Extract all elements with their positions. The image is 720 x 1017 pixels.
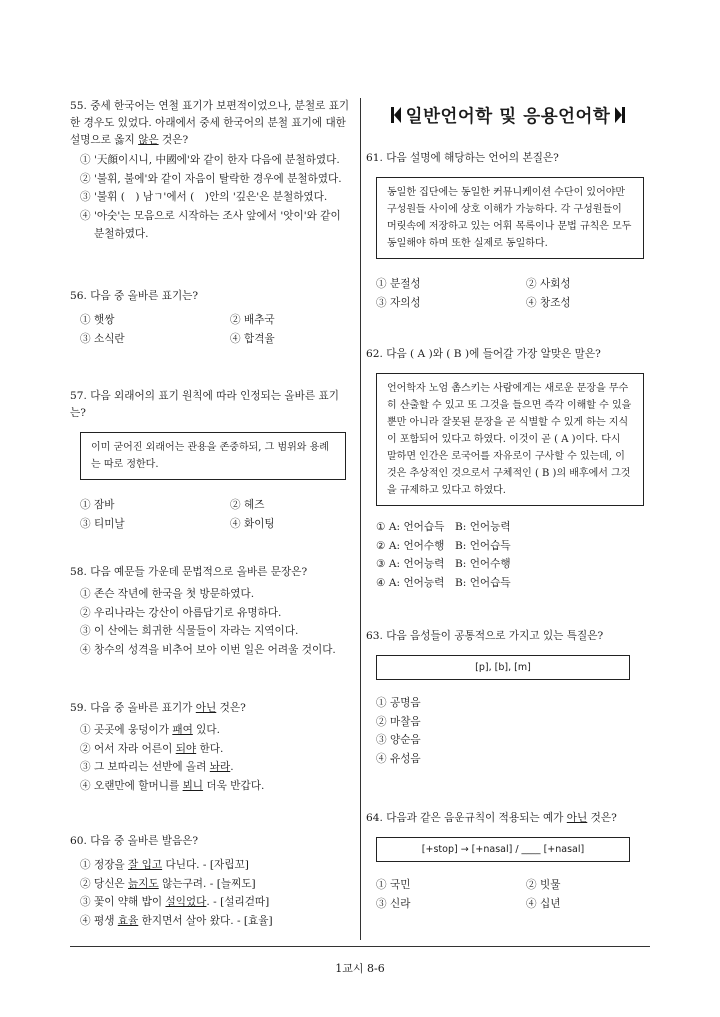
option-62-4[interactable]: ④ A: 언어능력 B: 언어습득 bbox=[376, 576, 511, 589]
section-title bbox=[366, 100, 650, 130]
question-63-box: [p], [b], [m] bbox=[376, 655, 630, 680]
option-58-4[interactable]: ④ 창수의 성격을 비추어 보아 이번 일은 어려울 것이다. bbox=[80, 643, 336, 656]
question-56-stem: 56. 다음 중 올바른 표기는? bbox=[70, 290, 199, 302]
option-60-1[interactable]: ① 정장을 잘 입고 다닌다. - [자립꼬] bbox=[80, 859, 249, 871]
question-62 bbox=[366, 346, 650, 592]
option-57-4[interactable]: ④ 화이팅 bbox=[230, 518, 275, 530]
question-59-stem: 59. 다음 중 올바른 표기가 아닌 것은? bbox=[70, 702, 246, 714]
question-58 bbox=[70, 564, 354, 659]
question-55-stem: 55. 중세 한국어는 연철 표기가 보편적이었으나, 분철로 표기한 경우도 있었다. 아래에서 중세 한국어의 분철 표기에 대한 설명으로 옳지 않은 것은? bbox=[70, 100, 350, 146]
option-62-1[interactable]: ① A: 언어습득 B: 언어능력 bbox=[376, 521, 511, 533]
question-63 bbox=[366, 628, 650, 768]
question-57-stem: 57. 다음 외래어의 표기 원칙에 따라 인정되는 올바른 표기는? bbox=[70, 390, 339, 419]
option-60-4[interactable]: ④ 평생 효율 한지면서 살아 왔다. - [효율] bbox=[80, 914, 273, 927]
option-56-4[interactable]: ④ 합격율 bbox=[230, 333, 275, 345]
option-57-3[interactable]: ③ 티미날 bbox=[80, 518, 125, 530]
option-58-2[interactable]: ② 우리나라는 강산이 아름답기로 유명하다. bbox=[80, 606, 282, 619]
option-63-2[interactable]: ② 마찰음 bbox=[376, 715, 421, 728]
option-64-3[interactable]: ③ 신라 bbox=[376, 898, 411, 910]
option-59-4[interactable]: ④ 오랜만에 할머니를 뵈니 더욱 반갑다. bbox=[80, 779, 265, 792]
option-57-2[interactable]: ② 헤즈 bbox=[230, 499, 265, 511]
option-62-3[interactable]: ③ A: 언어능력 B: 언어수행 bbox=[376, 558, 511, 570]
option-60-2[interactable]: ② 당신은 늙지도 않는구려. - [늘찌도] bbox=[80, 877, 256, 890]
option-55-3[interactable]: ③ '불휘 ( ) 남ㄱ'에서 ( )안의 '깊은'은 분철하였다. bbox=[80, 191, 328, 203]
option-64-1[interactable]: ① 국민 bbox=[376, 879, 411, 891]
option-63-4[interactable]: ④ 유성음 bbox=[376, 752, 421, 765]
option-56-3[interactable]: ③ 소식란 bbox=[80, 333, 125, 345]
question-61-box: 동일한 집단에는 동일한 커뮤니케이션 수단이 있어야만 구성원들 사이에 상호 이해가 가능하다. 각 구성원들이 머릿속에 저장하고 있는 어휘 목록이나 문법 규칙은 모두 동일해야 하며 또한 실제로 동일하다. bbox=[376, 177, 644, 259]
option-56-1[interactable]: ① 햇쌍 bbox=[80, 314, 115, 326]
question-60-stem: 60. 다음 중 올바른 발음은? bbox=[70, 835, 199, 847]
column-divider bbox=[360, 98, 361, 940]
option-59-1[interactable]: ① 곳곳에 웅덩이가 패여 있다. bbox=[80, 724, 221, 736]
option-61-1[interactable]: ① 분절성 bbox=[376, 278, 421, 290]
question-63-stem: 63. 다음 음성들이 공통적으로 가지고 있는 특질은? bbox=[366, 630, 604, 642]
section-title-text: 일반언어학 및 응용언어학 bbox=[405, 106, 611, 127]
option-55-2[interactable]: ② '불휘, 불에'와 같이 자음이 탈락한 경우에 분철하였다. bbox=[80, 172, 342, 185]
option-61-4[interactable]: ④ 창조성 bbox=[526, 297, 571, 309]
option-59-3[interactable]: ③ 그 보따리는 선반에 올려 놔라. bbox=[80, 761, 234, 773]
option-57-1[interactable]: ① 잠바 bbox=[80, 499, 115, 511]
question-58-stem: 58. 다음 예문들 가운데 문법적으로 올바른 문장은? bbox=[70, 566, 308, 578]
option-55-1[interactable]: ① '天顔이시니, 中國에'와 같이 한자 다음에 분철하였다. bbox=[80, 154, 340, 166]
question-64 bbox=[366, 810, 650, 914]
option-58-1[interactable]: ① 존슨 작년에 한국을 첫 방문하였다. bbox=[80, 588, 255, 600]
question-61-stem: 61. 다음 설명에 해당하는 언어의 본질은? bbox=[366, 152, 559, 164]
question-61 bbox=[366, 150, 650, 313]
option-61-3[interactable]: ③ 자의성 bbox=[376, 297, 421, 309]
question-64-box: [+stop] → [+nasal] / ____ [+nasal] bbox=[376, 837, 630, 862]
option-62-2[interactable]: ② A: 언어수행 B: 언어습득 bbox=[376, 539, 511, 552]
triangle-left-icon bbox=[394, 107, 401, 123]
option-58-3[interactable]: ③ 이 산에는 희귀한 식물들이 자라는 지역이다. bbox=[80, 625, 299, 637]
option-63-3[interactable]: ③ 양순음 bbox=[376, 734, 421, 746]
option-55-4[interactable]: ④ '아숫'는 모음으로 시작하는 조사 앞에서 '앗이'와 같이 bbox=[80, 209, 341, 222]
question-57-box: 이미 굳어진 외래어는 관용을 존중하되, 그 범위와 용례는 따로 정한다. bbox=[80, 432, 346, 480]
option-55-4-cont: 분철하였다. bbox=[94, 228, 149, 240]
option-61-2[interactable]: ② 사회성 bbox=[526, 278, 571, 290]
triangle-right-icon bbox=[615, 107, 622, 123]
option-64-2[interactable]: ② 빗물 bbox=[526, 879, 561, 891]
option-56-2[interactable]: ② 배추국 bbox=[230, 314, 275, 326]
question-62-box: 언어학자 노엄 촘스키는 사람에게는 새로운 문장을 무수히 산출할 수 있고 또 그것을 들으면 즉각 이해할 수 있을 뿐만 아니라 잘못된 문장을 곧 식별할 수 있게 하는 지식이 포함되어 있다고 하였다. 이것이 곧 ( A )이다. 다시 말하면 인간은 로국어를 자유로이 구사할 수 있는데, 이것은 추상적인 것으로서 구체적인 ( B )의 배후에서 그것을 규제하고 있다고 하였다. bbox=[376, 373, 644, 506]
option-64-4[interactable]: ④ 십년 bbox=[526, 898, 561, 910]
option-59-2[interactable]: ② 어서 자라 어른이 되야 한다. bbox=[80, 742, 224, 755]
footer-divider bbox=[70, 946, 650, 947]
option-63-1[interactable]: ① 공명음 bbox=[376, 697, 421, 709]
title-bar-right-icon bbox=[622, 107, 625, 123]
question-62-stem: 62. 다음 ( A )와 ( B )에 들어갈 가장 알맞은 말은? bbox=[366, 348, 601, 360]
question-57 bbox=[70, 388, 354, 534]
question-60 bbox=[70, 833, 354, 930]
page-footer: 1교시 8-6 bbox=[335, 962, 385, 975]
question-64-stem: 64. 다음과 같은 음운규칙이 적용되는 예가 아닌 것은? bbox=[366, 812, 617, 824]
question-56 bbox=[70, 288, 354, 349]
question-55 bbox=[70, 98, 354, 244]
option-60-3[interactable]: ③ 꽃이 약해 밥이 설익었다. - [설리걷따] bbox=[80, 896, 270, 908]
question-59 bbox=[70, 700, 354, 795]
